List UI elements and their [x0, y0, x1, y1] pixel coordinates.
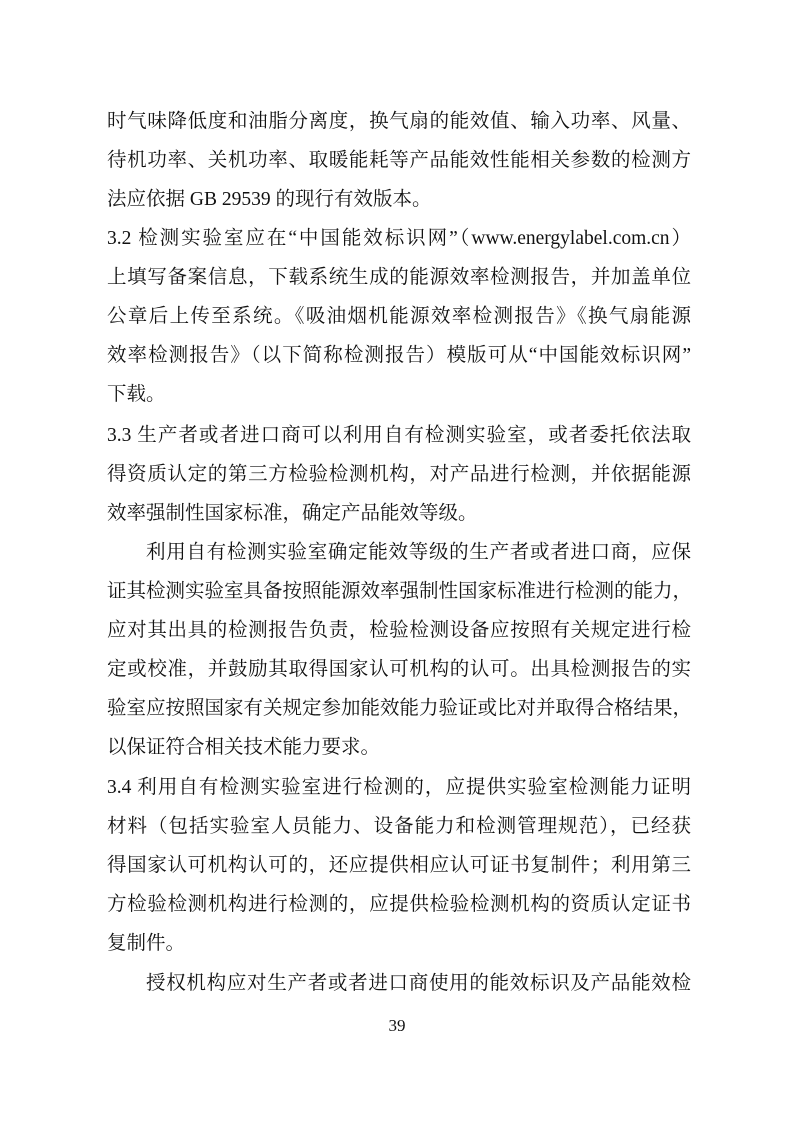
text-line: 效率检测报告》（以下简称检测报告）模版可从“中国能效标识网”	[107, 345, 691, 366]
text-line: 得国家认可机构认可的，还应提供相应认可证书复制件；利用第三	[107, 855, 691, 876]
text-line: 下载。	[107, 384, 166, 405]
text-line: 定或校准，并鼓励其取得国家认可机构的认可。出具检测报告的实	[107, 659, 691, 680]
text-line: 法应依据 GB 29539 的现行有效版本。	[107, 189, 432, 210]
text-line: 以保证符合相关技术能力要求。	[107, 737, 381, 758]
text-line: 材料（包括实验室人员能力、设备能力和检测管理规范），已经获	[107, 816, 691, 837]
text-line: 3.3 生产者或者进口商可以利用自有检测实验室，或者委托依法取	[107, 425, 691, 446]
text-line: 利用自有检测实验室确定能效等级的生产者或者进口商，应保	[146, 542, 691, 563]
text-line: 待机功率、关机功率、取暖能耗等产品能效性能相关参数的检测方	[107, 150, 691, 171]
page-number: 39	[388, 1016, 406, 1035]
text-line: 时气味降低度和油脂分离度，换气扇的能效值、输入功率、风量、	[107, 111, 691, 132]
text-line: 验室应按照国家有关规定参加能效能力验证或比对并取得合格结果，	[107, 698, 693, 719]
text-line: 方检验检测机构进行检测的，应提供检验检测机构的资质认定证书	[107, 894, 691, 915]
text-line: 证其检测实验室具备按照能源效率强制性国家标准进行检测的能力，	[107, 581, 693, 602]
text-line: 应对其出具的检测报告负责，检验检测设备应按照有关规定进行检	[107, 620, 691, 641]
text-line: 复制件。	[107, 933, 186, 954]
text-line: 公章后上传至系统。《吸油烟机能源效率检测报告》《换气扇能源	[107, 306, 691, 327]
text-line: 3.4 利用自有检测实验室进行检测的，应提供实验室检测能力证明	[107, 777, 691, 798]
text-line: 上填写备案信息，下载系统生成的能源效率检测报告，并加盖单位	[107, 267, 691, 288]
text-line: 3.2 检测实验室应在“中国能效标识网”（www.energylabel.com.cn）	[107, 228, 691, 249]
text-line: 得资质认定的第三方检验检测机构，对产品进行检测，并依据能源	[107, 464, 691, 485]
text-line: 效率强制性国家标准，确定产品能效等级。	[107, 503, 478, 524]
text-line: 授权机构应对生产者或者进口商使用的能效标识及产品能效检	[146, 973, 691, 994]
